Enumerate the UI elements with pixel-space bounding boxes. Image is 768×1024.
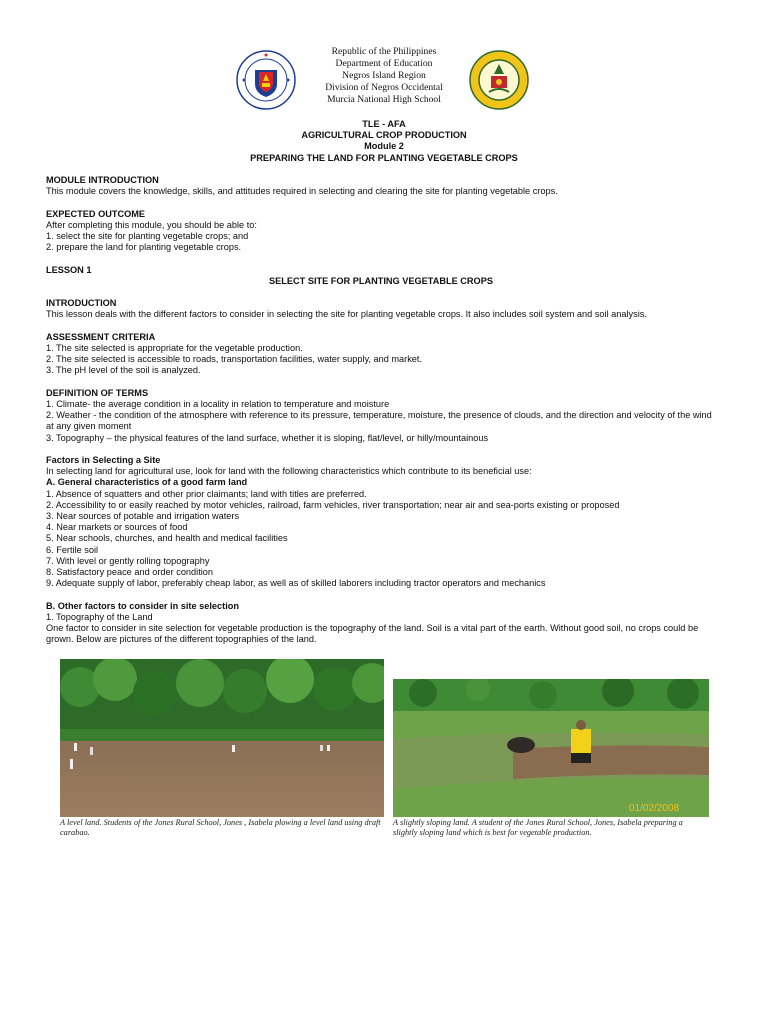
assessment-line: 2. The site selected is accessible to roads, transportation facilities, water supply, and market. xyxy=(46,354,423,365)
header-line: Department of Education xyxy=(335,58,433,70)
header-line: Division of Negros Occidental xyxy=(325,82,443,94)
outcome-line: 2. prepare the land for planting vegetable crops. xyxy=(46,242,242,253)
list-item: 9. Adequate supply of labor, preferably cheap labor, as well as of skilled laborers including tractor operators and mechanics xyxy=(46,578,546,589)
list-item: 8. Satisfactory peace and order condition xyxy=(46,567,214,578)
definition-line: 3. Topography – the physical features of the land surface, whether it is sloping, flat/level, or hilly/mountainous xyxy=(46,432,489,443)
level-land-caption: A level land. Students of the Jones Rural School, Jones , Isabela plowing a level land using draft carabao. xyxy=(60,818,381,837)
definition-line: 2. Weather - the condition of the atmosphere with reference to its pressure, temperature, moisture, the presence of clouds, and the direction and velocity of the wind at any given moment xyxy=(46,410,712,432)
letterhead xyxy=(0,46,768,108)
header-line: Republic of the Philippines xyxy=(331,46,437,57)
subheading-other-factors: B. Other factors to consider in site selection xyxy=(46,600,239,611)
introduction-text: This lesson deals with the different factors to consider in selecting the site for planting vegetable crops. It also includes soil system and soil analysis. xyxy=(46,309,647,320)
deped-seal-icon xyxy=(236,50,296,110)
lesson-title: SELECT SITE FOR PLANTING VEGETABLE CROPS xyxy=(269,275,493,286)
sloping-land-caption: A slightly sloping land. A student of the Jones Rural School, Jones, Isabela preparing a slightly sloping land which is best for vegetable production. xyxy=(393,818,683,837)
subject-title: TLE - AFA xyxy=(362,119,406,129)
level-land-photo xyxy=(60,659,384,817)
topography-text: One factor to consider in site selection for vegetable production is the topography of the land. Soil is a vital part of the earth. Without good soil, no crops could be grown. Below are pictures of the different topographies of the land. xyxy=(46,623,699,645)
section-heading-module-intro: MODULE INTRODUCTION xyxy=(46,175,159,185)
course-title: AGRICULTURAL CROP PRODUCTION xyxy=(301,130,467,141)
module-intro-text: This module covers the knowledge, skills, and attitudes required in selecting and clearing the site for planting vegetable crops. xyxy=(46,186,558,197)
section-heading-introduction: INTRODUCTION xyxy=(46,298,117,309)
header-line: Negros Island Region xyxy=(342,70,426,82)
subheading-general-characteristics: A. General characteristics of a good farm land xyxy=(46,477,248,488)
photo-date-stamp: 01/02/2008 xyxy=(629,803,680,814)
list-item: 6. Fertile soil xyxy=(46,544,99,555)
list-item: 2. Accessibility to or easily reached by motor vehicles, railroad, farm vehicles, river transportation; near air and sea-ports existing or proposed xyxy=(46,499,620,510)
list-item: 4. Near markets or sources of food xyxy=(46,522,188,533)
list-item: 5. Near schools, churches, and health and medical facilities xyxy=(46,533,288,544)
module-number: Module 2 xyxy=(364,141,404,152)
list-item: 1. Topography of the Land xyxy=(46,611,153,622)
lesson-label: LESSON 1 xyxy=(46,264,92,275)
list-item: 3. Near sources of potable and irrigation waters xyxy=(46,511,240,521)
module-body xyxy=(46,175,716,645)
assessment-line: 1. The site selected is appropriate for the vegetable production. xyxy=(46,342,303,353)
definition-line: 1. Climate- the average condition in a locality in relation to temperature and moisture xyxy=(46,398,390,409)
section-heading-factors: Factors in Selecting a Site xyxy=(46,454,161,465)
factors-intro: In selecting land for agricultural use, look for land with the following characteristics which contribute to its beneficial use: xyxy=(46,466,532,477)
school-seal-icon xyxy=(469,50,529,110)
list-item: 7. With level or gently rolling topography xyxy=(46,555,210,566)
section-heading-expected-outcome: EXPECTED OUTCOME xyxy=(46,208,146,219)
module-title: PREPARING THE LAND FOR PLANTING VEGETABLE CROPS xyxy=(250,152,518,163)
topography-photos xyxy=(0,659,768,839)
outcome-line: 1. select the site for planting vegetable crops; and xyxy=(46,231,249,241)
list-item: 1. Absence of squatters and other prior claimants; land with titles are preferred. xyxy=(46,488,367,499)
letterhead-text xyxy=(300,46,468,106)
module-title-block xyxy=(0,119,768,164)
section-heading-assessment: ASSESSMENT CRITERIA xyxy=(46,331,156,342)
outcome-line: After completing this module, you should be able to: xyxy=(46,219,257,230)
section-heading-definitions: DEFINITION OF TERMS xyxy=(46,387,149,398)
assessment-line: 3. The pH level of the soil is analyzed. xyxy=(46,365,201,376)
header-line: Murcia National High School xyxy=(327,94,441,106)
sloping-land-photo xyxy=(393,679,709,817)
